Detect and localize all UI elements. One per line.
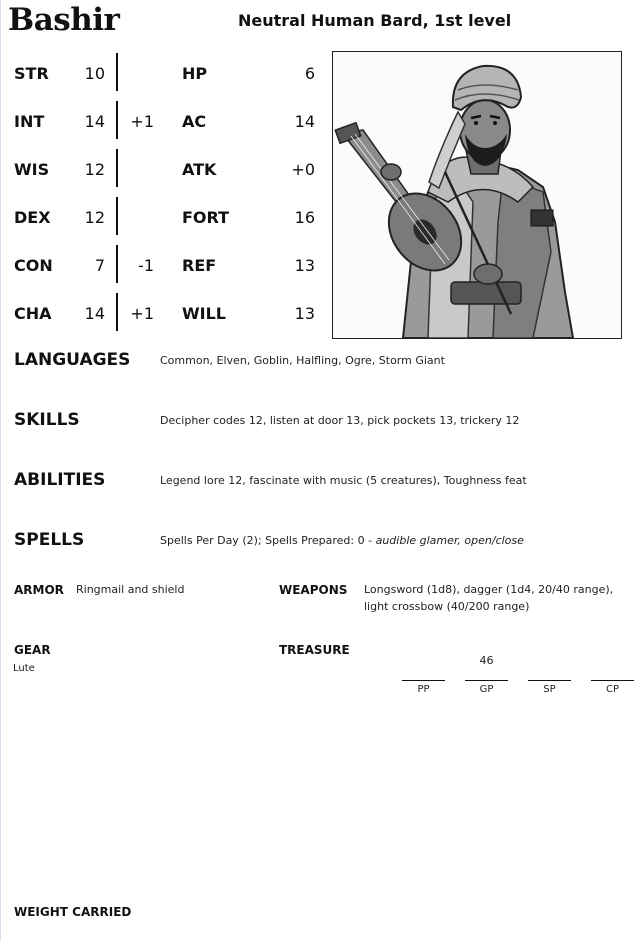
ability-score: 10 bbox=[84, 64, 105, 83]
ability-score: 12 bbox=[84, 208, 105, 227]
character-portrait bbox=[332, 51, 622, 339]
coin-line-pp bbox=[402, 680, 445, 681]
ability-modifier: +1 bbox=[130, 304, 154, 323]
treasure-heading: TREASURE bbox=[279, 643, 350, 657]
armor-text: Ringmail and shield bbox=[76, 583, 185, 596]
ability-modifier: +1 bbox=[130, 112, 154, 131]
languages-heading: LANGUAGES bbox=[14, 350, 131, 370]
ability-label: STR bbox=[14, 64, 49, 83]
coin-line-cp bbox=[591, 680, 634, 681]
ability-score: 14 bbox=[84, 112, 105, 131]
defense-label-hp: HP bbox=[182, 64, 208, 83]
skills-text: Decipher codes 12, listen at door 13, pick pockets 13, trickery 12 bbox=[160, 414, 520, 427]
defense-value-ref: 13 bbox=[294, 256, 315, 275]
defense-label-fort: FORT bbox=[182, 208, 230, 227]
gear-heading: GEAR bbox=[14, 643, 51, 657]
armor-heading: ARMOR bbox=[14, 583, 64, 597]
bard-illustration bbox=[333, 52, 621, 338]
spells-list: audible glamer, open/close bbox=[375, 534, 524, 547]
weapons-text-line2: light crossbow (40/200 range) bbox=[364, 600, 530, 613]
skills-heading: SKILLS bbox=[14, 410, 80, 430]
languages-text: Common, Elven, Goblin, Halfling, Ogre, Storm Giant bbox=[160, 354, 445, 367]
coin-label-sp: SP bbox=[543, 684, 556, 695]
ability-label: CON bbox=[14, 256, 53, 275]
coin-value-gp: 46 bbox=[479, 654, 494, 667]
spells-text-plain: Spells Per Day (2); Spells Prepared: 0 - bbox=[160, 534, 376, 547]
weight-carried-heading: WEIGHT CARRIED bbox=[14, 905, 132, 919]
spells-heading: SPELLS bbox=[14, 530, 85, 550]
coin-label-gp: GP bbox=[479, 684, 494, 695]
ability-label: DEX bbox=[14, 208, 51, 227]
character-name: Bashir bbox=[8, 2, 120, 38]
defense-value-will: 13 bbox=[294, 304, 315, 323]
defense-value-hp: 6 bbox=[304, 64, 315, 83]
defense-label-ac: AC bbox=[182, 112, 207, 131]
page-margin-rule bbox=[0, 0, 1, 941]
weapons-heading: WEAPONS bbox=[279, 583, 348, 597]
spells-text bbox=[160, 534, 524, 547]
coin-label-pp: PP bbox=[417, 684, 430, 695]
gear-text: Lute bbox=[13, 663, 35, 674]
ability-score: 14 bbox=[84, 304, 105, 323]
defense-label-will: WILL bbox=[182, 304, 226, 323]
weapons-text-line1: Longsword (1d8), dagger (1d4, 20/40 range), bbox=[364, 583, 614, 596]
coin-label-cp: CP bbox=[605, 684, 619, 695]
ability-divider bbox=[116, 197, 118, 235]
character-description: Neutral Human Bard, 1st level bbox=[238, 11, 512, 30]
coin-line-gp bbox=[465, 680, 508, 681]
defense-value-ac: 14 bbox=[294, 112, 315, 131]
ability-score: 12 bbox=[84, 160, 105, 179]
ability-score: 7 bbox=[94, 256, 105, 275]
ability-divider bbox=[116, 149, 118, 187]
defense-value-atk: +0 bbox=[291, 160, 315, 179]
defense-value-fort: 16 bbox=[294, 208, 315, 227]
ability-label: INT bbox=[14, 112, 45, 131]
ability-label: WIS bbox=[14, 160, 50, 179]
ability-divider bbox=[116, 53, 118, 91]
abilities-heading: ABILITIES bbox=[14, 470, 106, 490]
coin-line-sp bbox=[528, 680, 571, 681]
defense-label-ref: REF bbox=[182, 256, 217, 275]
defense-label-atk: ATK bbox=[182, 160, 217, 179]
ability-label: CHA bbox=[14, 304, 52, 323]
abilities-text: Legend lore 12, fascinate with music (5 creatures), Toughness feat bbox=[160, 474, 527, 487]
ability-modifier: -1 bbox=[138, 256, 154, 275]
